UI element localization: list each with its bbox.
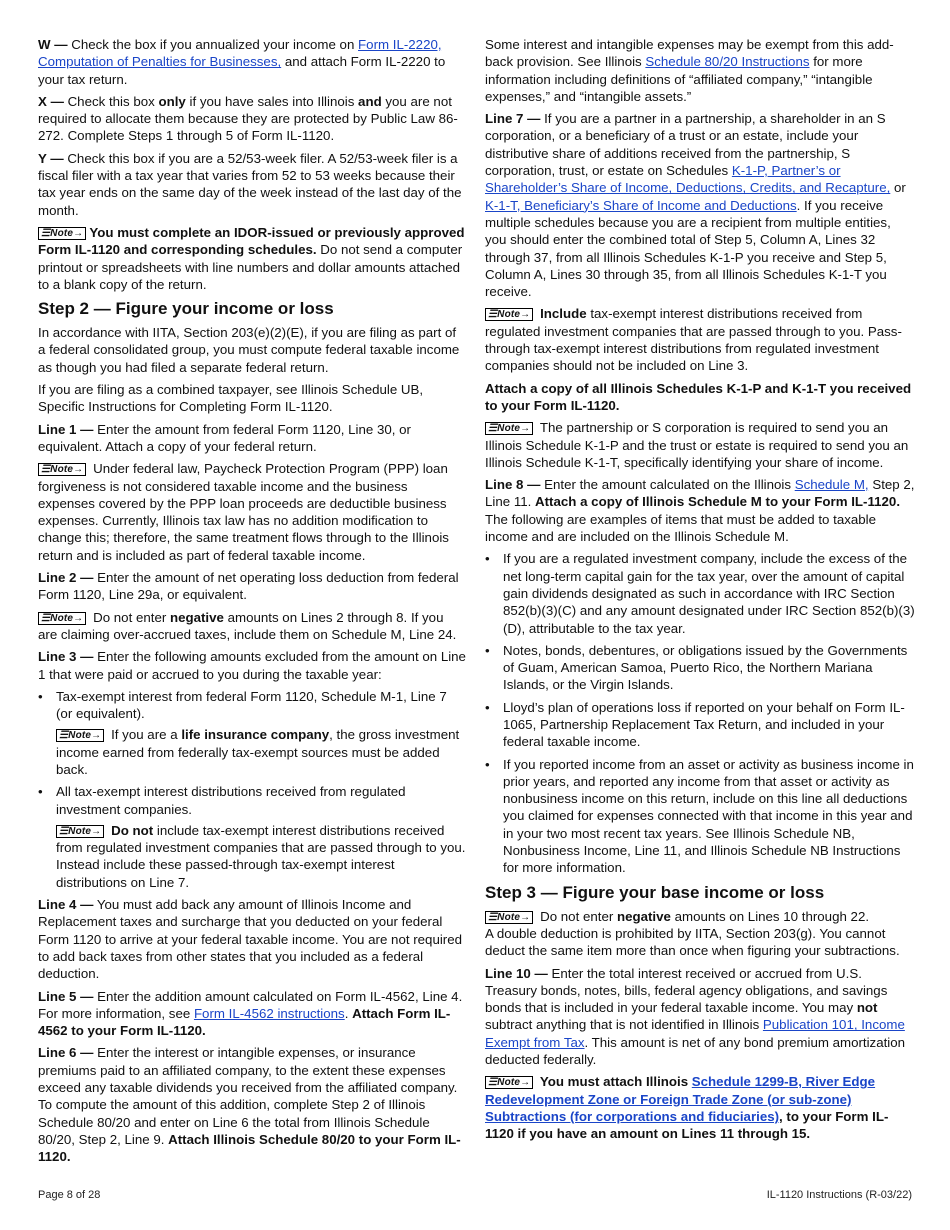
note-do-not-include: ☰Note→ Do not include tax-exempt interest distributions received from regulated investment companies that are passed through to you. Instead include these passed-through tax-exempt interest distributions on Line 7.	[56, 822, 466, 890]
schedule-1299-b-link[interactable]: Schedule 1299-B, River Edge Redevelopment Zone or Foreign Trade Zone (or sub-zone) Subtractions (for corporations and fiduciaries)	[485, 1074, 876, 1124]
note-icon: ☰Note→	[38, 612, 86, 625]
step2-paragraph-1: In accordance with IITA, Section 203(e)(2)(E), if you are filing as part of a federal consolidated group, you must compute federal taxable income as though you had filed a separate federal return.	[38, 325, 460, 375]
note-icon: ☰Note→	[485, 422, 533, 435]
schedule-k-1-p-link[interactable]: K-1-P, Partner’s or Shareholder’s Share of Income, Deductions, Credits, and Recapture,	[485, 163, 891, 196]
note-ppp: ☰Note→ Under federal law, Paycheck Protection Program (PPP) loan forgiveness is not considered taxable income and the business expenses covered by the PPP loan proceeds are deductible business expenses. Currently, Illinois tax law has no addition modification to change this; therefore, the same treatment flows through to the Illinois return and is included as part of federal taxable income.	[38, 461, 449, 563]
note-icon: ☰Note→	[56, 825, 104, 838]
line2-instruction: Line 2 — Enter the amount of net operating loss deduction from federal Form 1120, Line 29a, or equivalent.	[38, 570, 459, 603]
note-negative-amounts: ☰Note→ Do not enter negative amounts on Lines 2 through 8. If you are claiming over-accrued taxes, include them on Schedule M, Line 24.	[38, 609, 457, 642]
form-il-4562-instructions-link[interactable]: Form IL-4562 instructions	[193, 1005, 345, 1021]
left-column	[38, 36, 466, 1171]
publication-101-link[interactable]: Publication 101, Income Exempt from Tax	[485, 1017, 905, 1050]
item-w: W — Check the box if you annualized your income on Form IL-2220, Computation of Penalties for Businesses, and attach Form IL-2220 to your tax return.	[38, 37, 446, 87]
page-number: Page 8 of 28	[38, 1189, 101, 1201]
list-item: • Tax-exempt interest from federal Form 1120, Schedule M-1, Line 7 (or equivalent). ☰Note→ If you are a life insurance company, the gross investment income earned from federally tax-exempt sources must be added back.	[56, 688, 466, 778]
note-icon: ☰Note→	[38, 227, 86, 240]
line8-instruction: Line 8 — Enter the amount calculated on the Illinois Schedule M, Step 2, Line 11. Attach a copy of Illinois Schedule M to your Form IL-1120. The following are examples of items that must be added to taxable income and are included on the Illinois Schedule M.	[485, 477, 915, 545]
right-column	[485, 36, 915, 1148]
note-schedule-1299-b: ☰Note→ You must attach Illinois Schedule 1299-B, River Edge Redevelopment Zone or Foreign Trade Zone (or sub-zone) Subtractions (for corporations and fiduciaries), to your Form IL-1120 if you have an amount on Lines 11 through 15.	[485, 1074, 889, 1142]
note-icon: ☰Note→	[38, 463, 86, 476]
schedule-k-1-t-link[interactable]: K-1-T, Beneficiary’s Share of Income and Deductions	[485, 197, 797, 213]
list-item: • Lloyd’s plan of operations loss if reported on your behalf on Form IL-1065, Partnership Replacement Tax Return, and included in your federal taxable income.	[503, 699, 915, 751]
note-idor-form: ☰Note→ You must complete an IDOR-issued or previously approved Form IL-1120 and corresponding schedules. Do not send a computer printout or spreadsheets with line numbers and dollar amounts attached to a blank copy of the return.	[38, 224, 465, 292]
note-icon: ☰Note→	[485, 1076, 533, 1089]
schedule-m-link[interactable]: Schedule M,	[794, 477, 869, 493]
line3-instruction: Line 3 — Enter the following amounts excluded from the amount on Line 1 that were paid or accrued to you during the taxable year:	[38, 649, 466, 682]
note-icon: ☰Note→	[485, 911, 533, 924]
double-deduction-paragraph: A double deduction is prohibited by IITA, Section 203(g). You cannot deduct the same item more than once when figuring your subtractions.	[485, 925, 900, 959]
note-icon: ☰Note→	[56, 729, 104, 742]
list-item: • All tax-exempt interest distributions received from regulated investment companies. ☰Note→ Do not include tax-exempt interest distributions received from regulated investment companies that are passed through to you. Instead include these passed-through tax-exempt interest distributions on Line 7.	[56, 783, 466, 891]
line10-instruction: Line 10 — Enter the total interest received or accrued from U.S. Treasury bonds, notes, bills, federal agency obligations, and savings bonds that is included in your federal taxable income. You may not subtract anything that is not identified in Illinois Publication 101, Income Exempt from Tax. This amount is net of any bond premium amortization deducted federally.	[485, 965, 906, 1068]
item-y: Y — Check this box if you are a 52/53-week filer. A 52/53-week filer is a fiscal filer with a tax year that varies from 52 to 53 weeks because their tax year ends on the same day of the week instead of the last day of the month.	[38, 150, 462, 218]
item-x: X — Check this box only if you have sales into Illinois and you are not required to allocate them because they are protected by Public Law 86-272. Complete Steps 1 through 5 of Form IL-1120.	[38, 93, 458, 144]
list-item: • If you reported income from an asset or activity as business income in prior years, and reported any income from that asset or activity as nonbusiness income on this return, include on this line all deductions you claimed for expenses connected with that income in this year and in your two most recent tax years. See Illinois Schedule NB, Nonbusiness Income, Line 11, and Illinois Schedule NB Instructions for more information.	[503, 756, 915, 877]
note-icon: ☰Note→	[485, 308, 533, 321]
note-life-insurance: ☰Note→ If you are a life insurance company, the gross investment income earned from federally tax-exempt sources must be added back.	[56, 727, 460, 777]
note-k1-required: ☰Note→ The partnership or S corporation is required to send you an Illinois Schedule K-1-P and the trust or estate is required to send you an Illinois Schedule K-1-T, specifically identifying your share of income.	[485, 420, 909, 470]
step2-heading: Step 2 — Figure your income or loss	[38, 299, 334, 319]
step2-paragraph-2: If you are filing as a combined taxpayer, see Illinois Schedule UB, Specific Instructions for Completing Form IL-1120.	[38, 382, 424, 415]
line4-instruction: Line 4 — You must add back any amount of Illinois Income and Replacement taxes and surcharge that you deducted on your federal Form 1120 to arrive at your federal taxable income. You are not required to add back taxes from other states that you included as a federal deduction.	[38, 897, 463, 982]
form-revision: IL-1120 Instructions (R-03/22)	[766, 1189, 912, 1201]
attach-k1-statement: Attach a copy of all Illinois Schedules K-1-P and K-1-T you received to your Form IL-1120.	[485, 380, 912, 413]
schedule-m-examples-list	[485, 550, 915, 876]
line3-list	[38, 688, 466, 891]
list-item: • If you are a regulated investment company, include the excess of the net long-term capital gain for the tax year, over the amount of capital gain dividends designated as such in accordance with IRC Section 852(b)(3)(C) and any amount designated under IRC Section 852(b)(3)(D), attributable to the tax year.	[503, 550, 915, 636]
line1-instruction: Line 1 — Enter the amount from federal Form 1120, Line 30, or equivalent. Attach a copy of your federal return.	[38, 421, 411, 454]
note-negative-lines-10-22: ☰Note→ Do not enter negative amounts on Lines 10 through 22.	[485, 908, 915, 925]
form-il-2220-link[interactable]: Form IL-2220, Computation of Penalties for Businesses,	[38, 37, 442, 70]
note-include-distributions: ☰Note→ Include tax-exempt interest distributions received from regulated investment companies that are passed through to you. Pass-through tax-exempt interest distributions from regulated investment companies should not be included on Line 3.	[485, 306, 902, 374]
intangible-expenses-paragraph: Some interest and intangible expenses may be exempt from this add-back provision. See Illinois Schedule 80/20 Instructions for more information including definitions of “affiliated company,” “intangible expenses,” and “intangible assets.”	[485, 37, 894, 104]
step3-heading: Step 3 — Figure your base income or loss	[485, 882, 825, 902]
list-item: • Notes, bonds, debentures, or obligations issued by the Governments of Guam, American Samoa, Puerto Rico, the Northern Mariana Islands, or the Virgin Islands.	[503, 642, 915, 694]
line7-instruction: Line 7 — If you are a partner in a partnership, a shareholder in an S corporation, or a beneficiary of a trust or an estate, include your distributive share of additions received from the partnership, S corporation, trust, or estate on Schedules K-1-P, Partner’s or Shareholder’s Share of Income, Deductions, Credits, and Recapture, or K-1-T, Beneficiary’s Share of Income and Deductions. If you receive multiple schedules because you are a recipient from multiple entities, you should enter the combined total of Step 5, Column A, Lines 32 through 37, from all Illinois Schedules K-1-P you receive and Step 5, Column A, Lines 30 through 35, from all Illinois Schedules K-1-T you receive.	[485, 111, 906, 300]
line6-instruction: Line 6 — Enter the interest or intangible expenses, or insurance premiums paid to an affiliated company, to the extent these expenses exceed any taxable dividends you received from the affiliated company. To compute the amount of this addition, complete Step 2 of Illinois Schedule 80/20 and enter on Line 6 the total from Illinois Schedule 80/20, Step 2, Line 9. Attach Illinois Schedule 80/20 to your Form IL-1120.	[38, 1045, 461, 1165]
line5-instruction: Line 5 — Enter the addition amount calculated on Form IL-4562, Line 4. For more information, see Form IL-4562 instructions. Attach Form IL-4562 to your Form IL-1120.	[38, 988, 463, 1039]
schedule-80-20-instructions-link[interactable]: Schedule 80/20 Instructions	[645, 54, 810, 70]
